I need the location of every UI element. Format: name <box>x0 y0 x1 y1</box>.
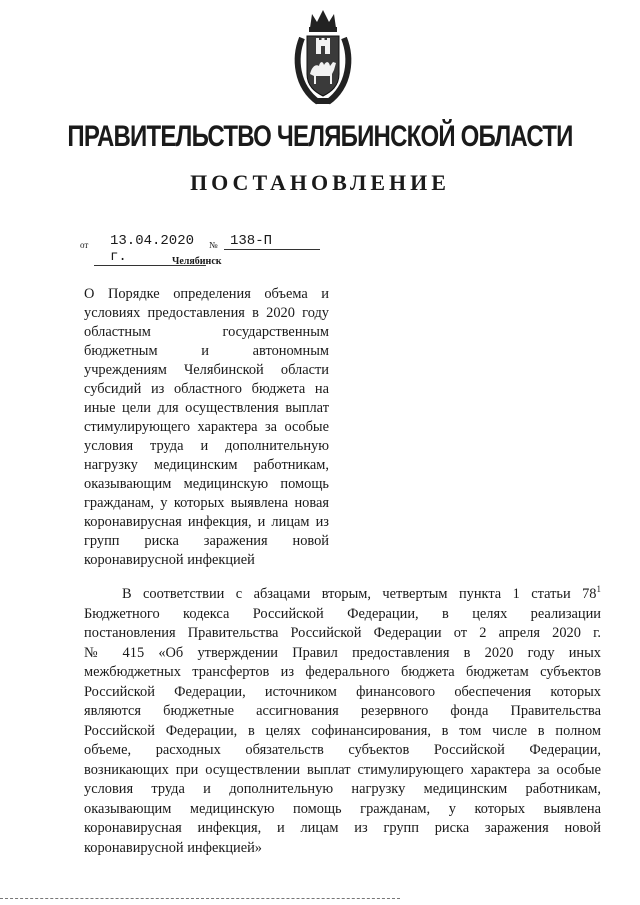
subject-line: коронавирусной инфекцией <box>84 552 255 568</box>
document-kind: ПОСТАНОВЛЕНИЕ <box>190 170 450 195</box>
body-line: условия труда и дополнительную нагрузку медицинским работникам, <box>84 781 601 797</box>
body-line <box>84 585 601 605</box>
subject-line: условия труда и дополнительную <box>84 438 329 454</box>
body-line: объеме, расходных обязательств субъектов Российской Федерации, <box>84 742 601 758</box>
organization-title: ПРАВИТЕЛЬСТВО ЧЕЛЯБИНСКОЙ ОБЛАСТИ <box>67 120 573 153</box>
article-superscript: 1 <box>596 584 601 595</box>
subject-line: коронавирусная инфекция, и лицам из <box>84 514 329 530</box>
body-line: № 415 «Об утверждении Правил предоставления в 2020 году иных <box>84 644 601 661</box>
subject-line: иные цели для осуществления выплат <box>84 400 329 416</box>
subject-line: стимулирующего характера за особые <box>84 419 329 435</box>
subject-line: областным государственным <box>84 324 329 340</box>
body-line: коронавирусной инфекцией» <box>84 839 263 856</box>
subject-line: оказывающим медицинскую помощь <box>84 476 329 492</box>
subject-line: учреждениям Челябинской области <box>84 362 329 378</box>
body-line: коронавирусная инфекция, и лицам из групп риска заражения новой <box>84 820 601 836</box>
subject-line: нагрузку медицинским работникам, <box>84 457 329 473</box>
body-line: Российской Федерации, в целях софинансирования, в том числе в полном <box>84 722 601 739</box>
subject-line: О Порядке определения объема и <box>84 286 329 302</box>
subject-line: условиях предоставления в 2020 году <box>84 305 329 321</box>
date-label: от <box>80 240 89 250</box>
body-line: постановления Правительства Российской Федерации от 2 апреля 2020 г. <box>84 625 601 641</box>
document-date: 13.04.2020 г. <box>94 233 206 266</box>
body-line: Бюджетного кодекса Российской Федерации, в целях реализации <box>84 605 601 622</box>
body-line: возникающих при осуществлении выплат стимулирующего характера за особые <box>84 761 601 778</box>
city-label: Челябинск <box>172 256 222 267</box>
subject-line: субсидий из областного бюджета на <box>84 381 329 397</box>
body-line: оказывающим медицинскую помощь гражданам, у которых выявлена <box>84 800 601 817</box>
body-line: являются бюджетные ассигнования резервного фонда Правительства <box>84 703 601 719</box>
subject-line: групп риска заражения новой <box>84 533 329 549</box>
body-first-line: В соответствии с абзацами вторым, четвертым пункта 1 статьи 78 <box>122 586 597 602</box>
subject-line: бюджетным и автономным <box>84 343 329 359</box>
bottom-divider <box>0 898 400 899</box>
document-subject <box>84 285 329 570</box>
number-label: № <box>209 240 218 250</box>
preamble-paragraph <box>84 585 601 858</box>
document-number: 138-П <box>224 233 320 250</box>
body-line: Российской Федерации, источником финансового обеспечения которых <box>84 683 601 700</box>
coat-of-arms-icon <box>292 8 354 108</box>
body-line: межбюджетных трансфертов из федерального бюджета бюджетам субъектов <box>84 664 601 680</box>
subject-line: гражданам, у которых выявлена новая <box>84 495 329 511</box>
